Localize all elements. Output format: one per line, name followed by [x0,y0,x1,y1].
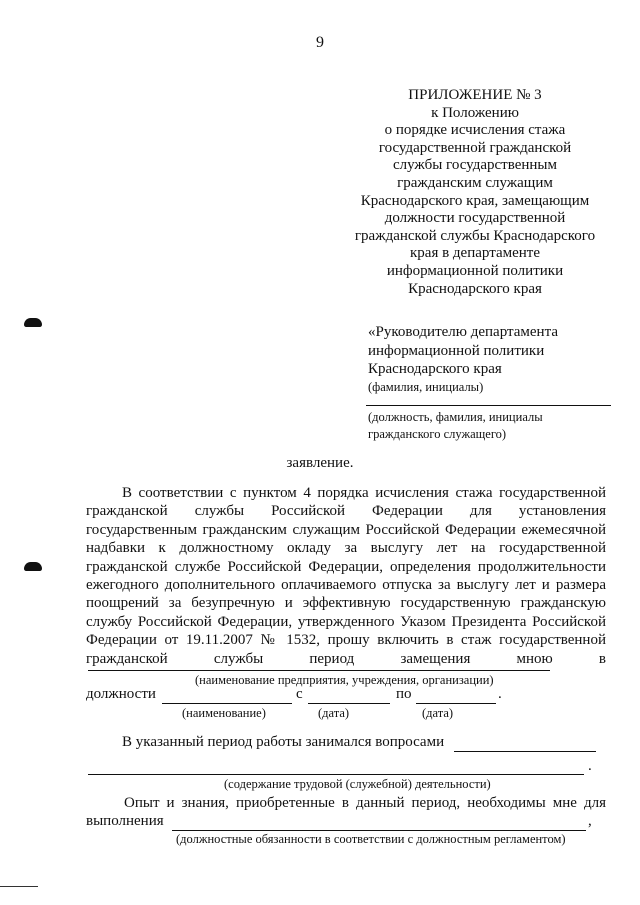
statement-title: заявление. [286,455,354,471]
body-line: надбавки к должностному окладу за выслугу лет на государственной [86,540,606,557]
body-line: гражданской службе Российской Федерации, определения продолжительности [86,558,606,575]
position-caption: (наименование) [182,706,266,720]
appendix-line: службы государственным [392,157,558,174]
body-line: гражданской службы Российской Федерации для установления [86,503,606,520]
to-date-field-line[interactable] [416,703,496,704]
addressee-line: Краснодарского края [368,361,502,378]
appendix-header [330,87,620,298]
body-line: В соответствии с пунктом 4 порядка исчисления стажа государственной [122,485,606,501]
appendix-line: края в департаменте [410,245,540,262]
duties-caption: (должностные обязанности в соответствии с должностным регламентом) [176,832,566,846]
appendix-line: гражданской службы Краснодарского [354,227,596,244]
addressee-line: «Руководителю департамента [368,324,558,340]
sender-field-line[interactable] [366,405,611,406]
appendix-line: должности государственной [384,210,566,227]
from-label: с [296,686,303,702]
position-label: должности [86,686,156,702]
appendix-line: к Положению [431,104,519,121]
to-date-caption: (дата) [422,706,454,720]
body-line: поощрений за безупречную и эффективную государственную гражданскую [86,595,606,612]
statement-body [86,484,606,668]
punch-hole-mark [24,562,42,571]
position-field-line[interactable] [162,703,292,704]
appendix-line: государственной гражданской [378,139,572,156]
work-field-line-2[interactable] [88,774,584,775]
appendix-line: гражданским служащим [397,174,553,191]
body-line: Федерации от 19.11.2007 № 1532, прошу включить в стаж государственной [86,632,606,649]
sender-caption [368,409,543,443]
work-label: В указанный период работы занимался вопросами [122,734,445,750]
appendix-line: о порядке исчисления стажа [384,122,566,139]
name-caption: (фамилия, инициалы) [368,379,484,394]
appendix-line: Краснодарского края [408,280,542,297]
period-mark: . [498,686,502,702]
body-line: службу Российской Федерации, утвержденного Указом Президента Российской [86,613,606,630]
body-line: ежегодного дополнительного оплачиваемого отпуска за выслугу лет и размера [86,576,606,593]
footer-rule [0,886,38,887]
organization-caption: (наименование предприятия, учреждения, организации) [195,673,494,687]
page-number: 9 [316,34,324,51]
sender-caption-line: (должность, фамилия, инициалы [368,410,543,424]
appendix-title: ПРИЛОЖЕНИЕ № 3 [408,87,542,103]
addressee-line: информационной политики [368,342,545,359]
from-date-caption: (дата) [318,706,350,720]
body-line: государственным гражданским служащим Российской Федерации ежемесячной [86,521,606,538]
work-caption: (содержание трудовой (служебной) деятельности) [224,777,491,791]
body-line: гражданской службы период замещения мною в [86,650,606,667]
experience-text: Опыт и знания, приобретенные в данный период, необходимы мне для [124,795,606,811]
work-end-period: . [588,758,592,774]
punch-hole-mark [24,318,42,327]
work-field-line[interactable] [454,751,596,752]
sender-caption-line: гражданского служащего) [368,427,507,441]
addressee-block [368,323,618,395]
to-label: по [396,686,412,702]
duties-field-line[interactable] [172,830,586,831]
appendix-line: информационной политики [386,262,564,279]
perform-end-comma: , [588,813,592,829]
from-date-field-line[interactable] [308,703,390,704]
appendix-line: Краснодарского края, замещающим [360,192,590,209]
perform-label: выполнения [86,813,164,829]
organization-field-line[interactable] [88,670,550,671]
